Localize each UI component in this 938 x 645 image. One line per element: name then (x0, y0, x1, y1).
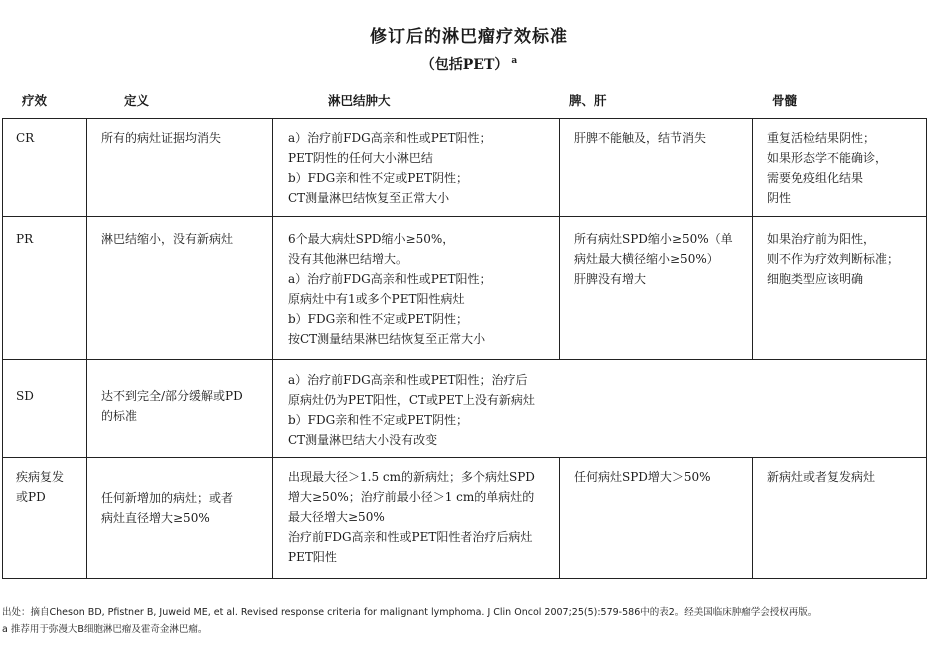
table-row-pd (3, 458, 927, 579)
footnote-source: 出处：摘自Cheson BD, Pfistner B, Juweid ME, et al. Revised response criteria for malignant lymphoma. J Clin Oncol 2007;25(5):579-586中的表2。经美国临床肿瘤学会授权再版。 (2, 607, 818, 618)
header-spleen-liver: 脾、肝 (569, 93, 607, 108)
cell-line: b）FDG亲和性不定或PET阴性； (288, 171, 469, 185)
cell-line: a）治疗前FDG高亲和性或PET阳性； (288, 131, 492, 145)
cell-line: 任何病灶SPD增大＞50% (574, 470, 711, 484)
table-subtitle (0, 54, 938, 74)
cell-line: 疾病复发 (16, 470, 65, 484)
cell-line: 所有病灶SPD缩小≥50%（单 (574, 232, 733, 246)
cell-line: 病灶最大横径缩小≥50%） (574, 252, 719, 266)
cell-line: 治疗前FDG高亲和性或PET阳性者治疗后病灶 (288, 530, 533, 544)
cell-response (3, 458, 87, 579)
header-definition: 定义 (124, 93, 150, 108)
cell-lymph-nodes (273, 217, 560, 360)
cell-line: 肝脾没有增大 (574, 272, 647, 286)
cell-line: 最大径增大≥50% (288, 510, 385, 524)
footnote-a: a 推荐用于弥漫大B细胞淋巴瘤及霍奇金淋巴瘤。 (2, 624, 208, 635)
subtitle-footnote-mark: a (511, 56, 518, 67)
cell-line: 肝脾不能触及，结节消失 (574, 131, 707, 145)
cell-lymph-nodes (273, 458, 560, 579)
table-title: 修订后的淋巴瘤疗效标准 (370, 27, 568, 47)
cell-line: 需要免疫组化结果 (767, 171, 864, 185)
cell-line: 如果治疗前为阳性， (767, 232, 876, 246)
cell-line: CR (16, 131, 35, 145)
cell-line: CT测量淋巴结恢复至正常大小 (288, 191, 450, 205)
cell-bone-marrow (753, 458, 927, 579)
cell-line: 或PD (16, 490, 46, 504)
subtitle-text: （包括PET） (420, 57, 509, 73)
cell-line: 达不到完全/部分缓解或PD (101, 389, 243, 403)
cell-spleen-liver (560, 119, 753, 217)
cell-line: 原病灶中有1或多个PET阳性病灶 (288, 292, 465, 306)
cell-line: PET阳性 (288, 550, 337, 564)
cell-response (3, 360, 87, 458)
cell-lymph-nodes-spleen-marrow (273, 360, 927, 458)
header-bone-marrow: 骨髓 (772, 93, 798, 108)
header-lymph-nodes: 淋巴结肿大 (328, 93, 391, 108)
cell-line: 任何新增加的病灶；或者 (101, 491, 234, 505)
table-row-cr (3, 119, 927, 217)
cell-line: PR (16, 232, 34, 246)
cell-line: 按CT测量结果淋巴结恢复至正常大小 (288, 332, 486, 346)
cell-line: 6个最大病灶SPD缩小≥50%， (288, 232, 455, 246)
cell-line: SD (16, 389, 34, 403)
cell-line: 阴性 (767, 191, 792, 205)
cell-line: 出现最大径＞1.5 cm的新病灶；多个病灶SPD (288, 470, 535, 484)
cell-line: a）治疗前FDG高亲和性或PET阳性； (288, 272, 492, 286)
cell-line: 淋巴结缩小，没有新病灶 (101, 232, 234, 246)
cell-lymph-nodes (273, 119, 560, 217)
cell-line: 病灶直径增大≥50% (101, 511, 210, 525)
cell-line: PET阴性的任何大小淋巴结 (288, 151, 433, 165)
cell-line: 新病灶或者复发病灶 (767, 470, 876, 484)
cell-spleen-liver (560, 458, 753, 579)
cell-bone-marrow (753, 119, 927, 217)
cell-line: 细胞类型应该明确 (767, 272, 864, 286)
cell-bone-marrow (753, 217, 927, 360)
cell-line: 所有的病灶证据均消失 (101, 131, 222, 145)
cell-line: a）治疗前FDG高亲和性或PET阳性；治疗后 (288, 373, 528, 387)
cell-definition (87, 458, 273, 579)
cell-spleen-liver (560, 217, 753, 360)
cell-line: CT测量淋巴结大小没有改变 (288, 433, 438, 447)
cell-definition (87, 217, 273, 360)
response-criteria-table (2, 118, 927, 579)
cell-definition (87, 119, 273, 217)
cell-line: b）FDG亲和性不定或PET阴性； (288, 413, 469, 427)
cell-line: 没有其他淋巴结增大。 (288, 252, 409, 266)
cell-line: 原病灶仍为PET阳性，CT或PET上没有新病灶 (288, 393, 535, 407)
cell-line: 则不作为疗效判断标准； (767, 252, 900, 266)
cell-line: 的标准 (101, 409, 138, 423)
cell-line: 如果形态学不能确诊， (767, 151, 888, 165)
table-row-pr (3, 217, 927, 360)
cell-response (3, 119, 87, 217)
cell-definition (87, 360, 273, 458)
cell-line: b）FDG亲和性不定或PET阴性； (288, 312, 469, 326)
header-response: 疗效 (22, 93, 48, 108)
cell-response (3, 217, 87, 360)
cell-line: 增大≥50%；治疗前最小径＞1 cm的单病灶的 (288, 490, 535, 504)
table-row-sd (3, 360, 927, 458)
cell-line: 重复活检结果阴性； (767, 131, 876, 145)
